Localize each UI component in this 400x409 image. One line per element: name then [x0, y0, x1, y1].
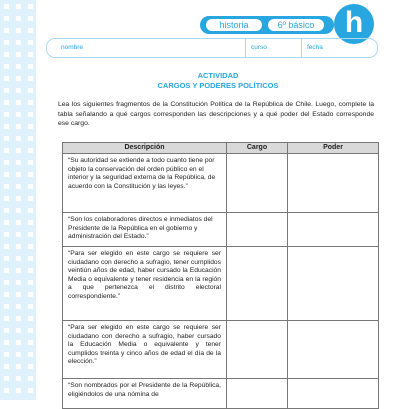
poder-cell[interactable]	[288, 154, 379, 213]
pattern-square	[16, 304, 21, 309]
pattern-square	[4, 280, 9, 285]
description-cell	[63, 213, 227, 247]
pattern-square	[28, 364, 33, 369]
pattern-square	[28, 388, 33, 393]
description-cell	[63, 247, 227, 321]
pattern-square	[4, 292, 9, 297]
pattern-square	[28, 160, 33, 165]
table-row	[63, 379, 379, 409]
cargo-cell[interactable]	[227, 154, 288, 213]
pattern-square	[4, 364, 9, 369]
pattern-square	[28, 328, 33, 333]
pattern-square	[16, 268, 21, 273]
pattern-square	[4, 40, 9, 45]
pattern-square	[28, 124, 33, 129]
pattern-square	[28, 340, 33, 345]
cargo-cell[interactable]	[227, 247, 288, 321]
activity-table	[62, 142, 379, 409]
header-poder: Poder	[288, 143, 379, 154]
pattern-square	[16, 136, 21, 141]
pattern-square	[4, 136, 9, 141]
pattern-square	[16, 64, 21, 69]
course-field-label: curso	[251, 44, 267, 51]
pattern-square	[4, 316, 9, 321]
pattern-square	[16, 40, 21, 45]
table-row	[63, 247, 379, 321]
grade-badge: 6º básico	[268, 19, 324, 31]
decorative-sidebar	[0, 0, 36, 400]
pattern-square	[28, 136, 33, 141]
pattern-square	[4, 112, 9, 117]
pattern-square	[16, 148, 21, 153]
subject-badge: historia	[206, 19, 262, 31]
field-divider	[245, 39, 246, 57]
pattern-square	[28, 232, 33, 237]
pattern-square	[4, 220, 9, 225]
pattern-square	[4, 244, 9, 249]
pattern-square	[16, 172, 21, 177]
pattern-square	[4, 148, 9, 153]
student-info-fields	[46, 38, 378, 58]
pattern-square	[4, 388, 9, 393]
description-text: “Son nombrados por el Presidente de la República, eligiéndolos de una nómina de	[68, 382, 221, 398]
poder-cell[interactable]	[288, 321, 379, 379]
pattern-square	[28, 376, 33, 381]
instructions-text: Lea los siguientes fragmentos de la Constitución Política de la República de Chile. Luego, complete la tabla señalando a qué cargos corresponden las descripciones y a qué poder del Estado corresponde ese cargo.	[58, 101, 374, 127]
description-text: “Para ser elegido en este cargo se requiere ser ciudadano con derecho a sufragio, haber cursado la Educación Media o equivalente y tener cumplidos treinta y cinco años de edad el día de la elección.”	[68, 324, 221, 366]
pattern-square	[4, 400, 9, 405]
table-row	[63, 321, 379, 379]
pattern-square	[28, 40, 33, 45]
pattern-square	[28, 184, 33, 189]
pattern-square	[4, 196, 9, 201]
pattern-square	[16, 112, 21, 117]
pattern-square	[16, 376, 21, 381]
pattern-square	[4, 160, 9, 165]
pattern-square	[4, 100, 9, 105]
pattern-square	[16, 244, 21, 249]
table-row	[63, 213, 379, 247]
pattern-square	[4, 328, 9, 333]
poder-cell[interactable]	[288, 213, 379, 247]
pattern-square	[28, 220, 33, 225]
pattern-square	[16, 364, 21, 369]
pattern-square	[16, 76, 21, 81]
pattern-square	[16, 100, 21, 105]
pattern-square	[28, 4, 33, 9]
pattern-square	[28, 112, 33, 117]
pattern-square	[16, 400, 21, 405]
table-row	[63, 154, 379, 213]
pattern-square	[28, 148, 33, 153]
pattern-square	[28, 292, 33, 297]
pattern-square	[4, 268, 9, 273]
description-cell	[63, 154, 227, 213]
pattern-square	[16, 388, 21, 393]
pattern-square	[28, 52, 33, 57]
activity-label: ACTIVIDAD	[197, 71, 239, 80]
pattern-square	[4, 352, 9, 357]
cargo-cell[interactable]	[227, 321, 288, 379]
pattern-square	[16, 124, 21, 129]
pattern-square	[4, 88, 9, 93]
pattern-square	[4, 208, 9, 213]
pattern-square	[28, 400, 33, 405]
pattern-square	[16, 28, 21, 33]
pattern-square	[4, 172, 9, 177]
pattern-square	[4, 4, 9, 9]
pattern-square	[16, 88, 21, 93]
header-cargo: Cargo	[227, 143, 288, 154]
pattern-square	[28, 16, 33, 21]
pattern-square	[16, 292, 21, 297]
pattern-square	[16, 208, 21, 213]
pattern-square	[4, 256, 9, 261]
pattern-square	[16, 316, 21, 321]
pattern-square	[28, 64, 33, 69]
poder-cell[interactable]	[288, 379, 379, 409]
description-cell	[63, 379, 227, 409]
pattern-square	[16, 4, 21, 9]
pattern-square	[28, 280, 33, 285]
pattern-square	[28, 352, 33, 357]
pattern-square	[28, 208, 33, 213]
pattern-square	[4, 376, 9, 381]
name-field-label: nombre	[61, 44, 84, 51]
pattern-square	[16, 196, 21, 201]
pattern-square	[4, 340, 9, 345]
pattern-square	[16, 328, 21, 333]
pattern-square	[28, 28, 33, 33]
description-cell	[63, 321, 227, 379]
poder-cell[interactable]	[288, 247, 379, 321]
pattern-square	[16, 52, 21, 57]
date-field-label: fecha	[307, 44, 323, 51]
pattern-square	[28, 268, 33, 273]
description-text: “Su autoridad se extiende a todo cuanto tiene por objeto la conservación del orden público en el interior y la seguridad externa de la República, de acuerdo con la Constitución y las leyes.”	[68, 157, 216, 190]
pattern-square	[4, 76, 9, 81]
pattern-square	[28, 244, 33, 249]
description-text: “Son los colaboradores directos e inmediatos del Presidente de la República en el gobierno y administración del Estado.”	[68, 216, 213, 241]
pattern-square	[4, 304, 9, 309]
description-text: “Para ser elegido en este cargo se requiere ser ciudadano con derecho a sufragio, tener cumplidos veintiún años de edad, haber cursado la Educación Media o equivalente y tener residencia en la región a que pertenezca el distrito electoral correspondiente.”	[68, 250, 221, 300]
pattern-square	[28, 100, 33, 105]
pattern-square	[28, 256, 33, 261]
pattern-square	[28, 304, 33, 309]
activity-title: CARGOS Y PODERES POLÍTICOS	[157, 81, 279, 90]
pattern-square	[16, 340, 21, 345]
pattern-square	[4, 16, 9, 21]
pattern-square	[4, 64, 9, 69]
cargo-cell[interactable]	[227, 213, 288, 247]
cargo-cell[interactable]	[227, 379, 288, 409]
pattern-square	[16, 256, 21, 261]
pattern-square	[4, 232, 9, 237]
pattern-square	[4, 184, 9, 189]
pattern-square	[28, 88, 33, 93]
pattern-square	[28, 172, 33, 177]
pattern-square	[28, 76, 33, 81]
pattern-square	[16, 280, 21, 285]
table-header-row	[63, 143, 379, 154]
pattern-square	[16, 232, 21, 237]
pattern-square	[28, 196, 33, 201]
pattern-square	[16, 160, 21, 165]
pattern-square	[16, 184, 21, 189]
pattern-square	[4, 28, 9, 33]
pattern-square	[16, 352, 21, 357]
field-divider	[301, 39, 302, 57]
logo-icon: h	[334, 4, 374, 44]
pattern-square	[28, 316, 33, 321]
pattern-square	[16, 16, 21, 21]
pattern-square	[4, 52, 9, 57]
header-description: Descripción	[63, 143, 227, 154]
pattern-square	[4, 124, 9, 129]
pattern-square	[16, 220, 21, 225]
